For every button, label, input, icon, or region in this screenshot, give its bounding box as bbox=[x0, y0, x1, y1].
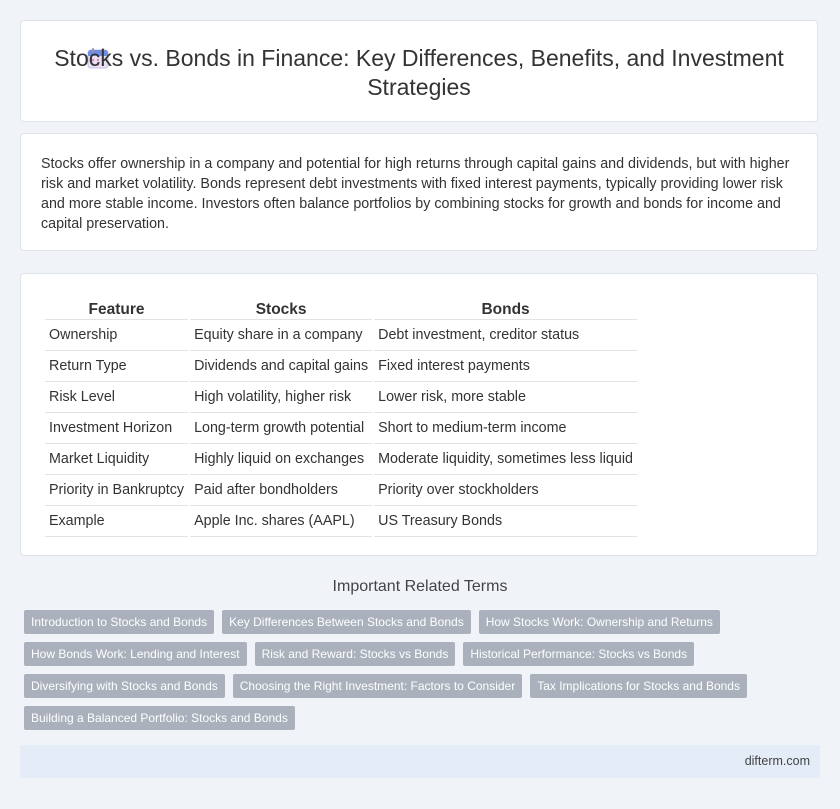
table-row bbox=[45, 351, 637, 382]
table-cell: Return Type bbox=[45, 351, 188, 382]
table-cell: Apple Inc. shares (AAPL) bbox=[190, 506, 372, 537]
table-row bbox=[45, 475, 637, 506]
table-cell: High volatility, higher risk bbox=[190, 382, 372, 413]
table-cell: Example bbox=[45, 506, 188, 537]
table-cell: Dividends and capital gains bbox=[190, 351, 372, 382]
header-bonds: Bonds bbox=[374, 297, 637, 320]
table-row bbox=[45, 506, 637, 537]
table-cell: Highly liquid on exchanges bbox=[190, 444, 372, 475]
footer bbox=[20, 745, 820, 778]
table-cell: US Treasury Bonds bbox=[374, 506, 637, 537]
related-term-link[interactable]: Risk and Reward: Stocks vs Bonds bbox=[255, 642, 456, 666]
related-terms-list bbox=[24, 610, 784, 730]
table-header-row bbox=[45, 297, 637, 320]
site-link[interactable]: difterm.com bbox=[744, 754, 810, 768]
related-terms-title: Important Related Terms bbox=[332, 578, 508, 595]
header-card bbox=[20, 20, 818, 122]
table-cell: Short to medium-term income bbox=[374, 413, 637, 444]
table-cell: Debt investment, creditor status bbox=[374, 320, 637, 351]
comparison-card bbox=[20, 273, 818, 556]
related-term-link[interactable]: Tax Implications for Stocks and Bonds bbox=[530, 674, 747, 698]
table-cell: Market Liquidity bbox=[45, 444, 188, 475]
related-term-link[interactable]: How Stocks Work: Ownership and Returns bbox=[479, 610, 720, 634]
related-term-link[interactable]: Choosing the Right Investment: Factors to Consider bbox=[233, 674, 522, 698]
page-title: Stocks vs. Bonds in Finance: Key Differences, Benefits, and Investment Strategies bbox=[54, 45, 784, 100]
comparison-table bbox=[43, 297, 639, 537]
table-cell: Moderate liquidity, sometimes less liquid bbox=[374, 444, 637, 475]
related-term-link[interactable]: Diversifying with Stocks and Bonds bbox=[24, 674, 225, 698]
table-cell: Ownership bbox=[45, 320, 188, 351]
intro-card bbox=[20, 133, 818, 251]
table-cell: Paid after bondholders bbox=[190, 475, 372, 506]
table-cell: Priority over stockholders bbox=[374, 475, 637, 506]
related-term-link[interactable]: Building a Balanced Portfolio: Stocks and Bonds bbox=[24, 706, 295, 730]
header-stocks: Stocks bbox=[190, 297, 372, 320]
table-cell: Equity share in a company bbox=[190, 320, 372, 351]
related-term-link[interactable]: Key Differences Between Stocks and Bonds bbox=[222, 610, 471, 634]
table-cell: Fixed interest payments bbox=[374, 351, 637, 382]
table-cell: Priority in Bankruptcy bbox=[45, 475, 188, 506]
related-term-link[interactable]: Introduction to Stocks and Bonds bbox=[24, 610, 214, 634]
table-cell: Long-term growth potential bbox=[190, 413, 372, 444]
table-cell: Risk Level bbox=[45, 382, 188, 413]
table-row bbox=[45, 413, 637, 444]
header-feature: Feature bbox=[45, 297, 188, 320]
related-term-link[interactable]: Historical Performance: Stocks vs Bonds bbox=[463, 642, 694, 666]
table-cell: Investment Horizon bbox=[45, 413, 188, 444]
intro-paragraph: Stocks offer ownership in a company and potential for high returns through capital gains and dividends, but with higher risk and market volatility. Bonds represent debt investments with fixed interest payments, typically providing lower risk and more stable income. Investors often balance portfolios by combining stocks for growth and bonds for income and capital preservation. bbox=[41, 156, 790, 232]
table-row bbox=[45, 320, 637, 351]
table-row bbox=[45, 382, 637, 413]
table-row bbox=[45, 444, 637, 475]
table-cell: Lower risk, more stable bbox=[374, 382, 637, 413]
related-term-link[interactable]: How Bonds Work: Lending and Interest bbox=[24, 642, 247, 666]
